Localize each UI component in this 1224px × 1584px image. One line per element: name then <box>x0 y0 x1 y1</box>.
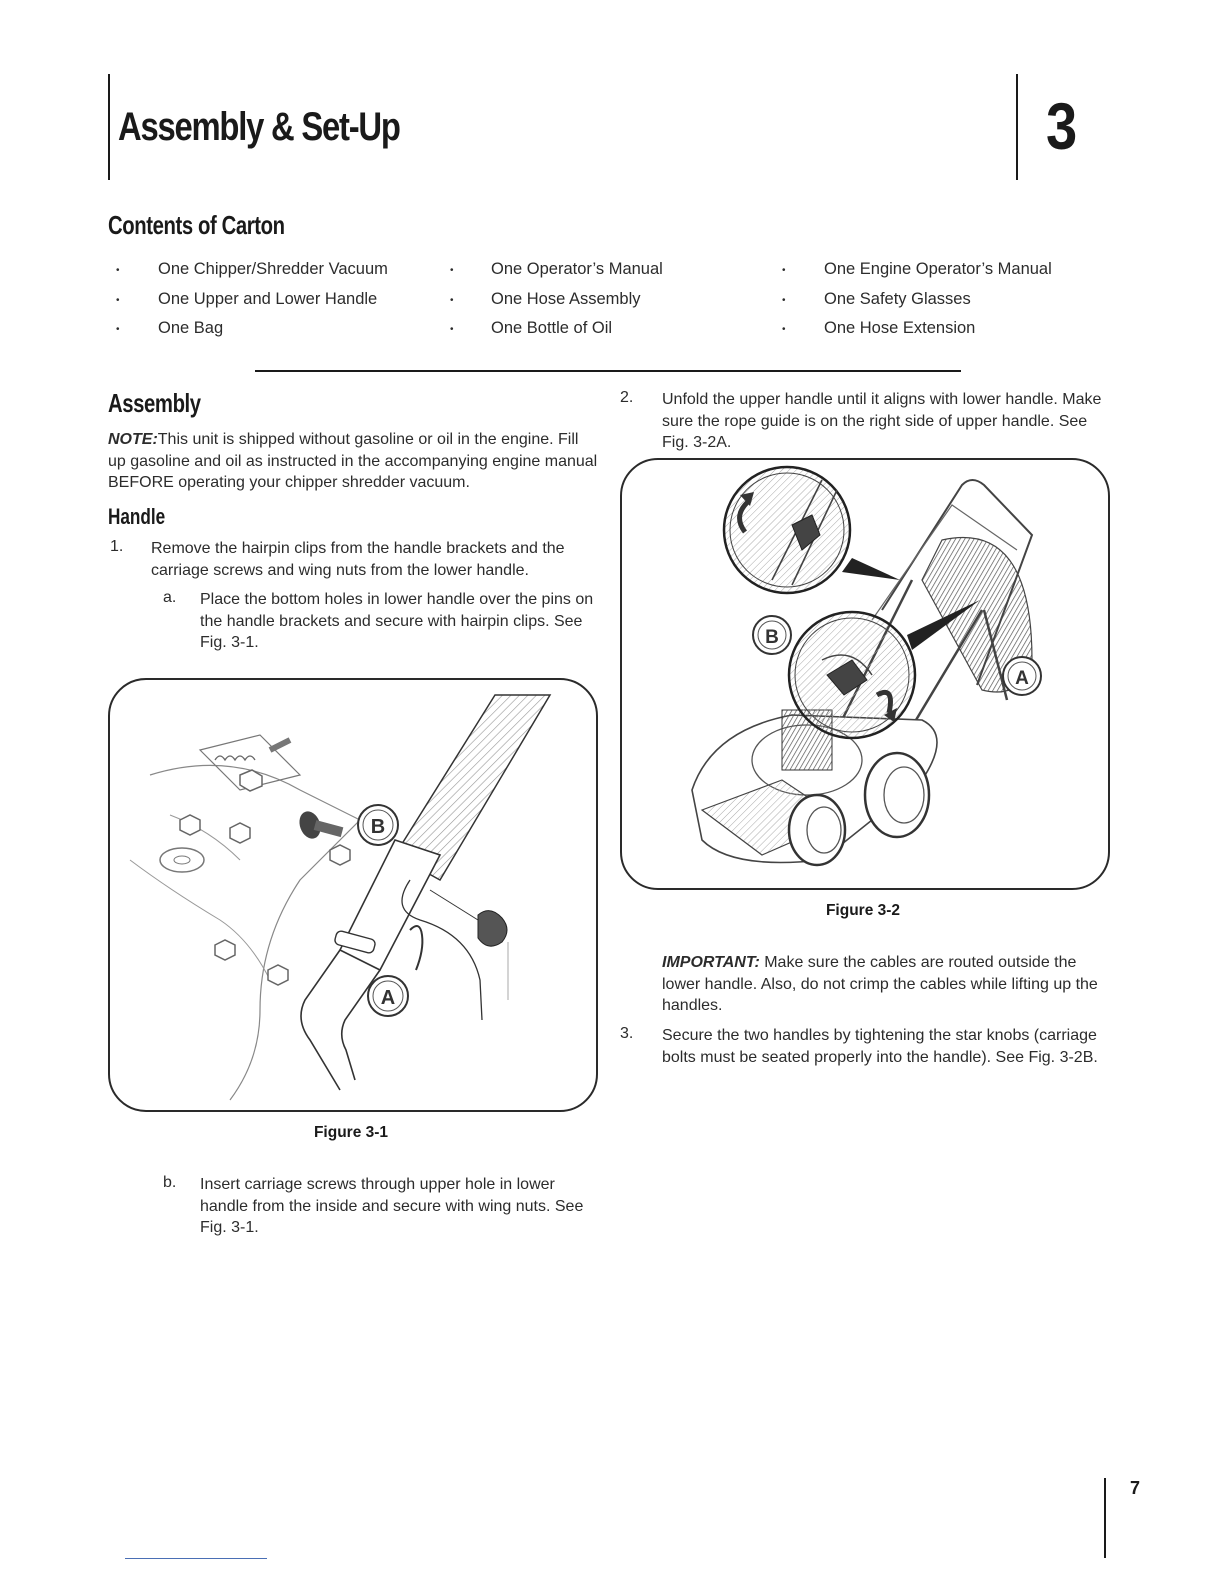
note-label: NOTE: <box>108 431 158 448</box>
step-1b-label: b. <box>163 1174 177 1191</box>
callout-b-label: B <box>765 627 779 648</box>
wheel-icon <box>865 753 929 837</box>
list-item: One Bottle of Oil <box>491 319 613 337</box>
page-title: Assembly & Set-Up <box>118 105 400 149</box>
list-item: One Hose Assembly <box>491 290 641 308</box>
handle-heading: Handle <box>108 504 166 529</box>
bullet: • <box>782 265 786 276</box>
figure-3-2-frame <box>620 458 1110 890</box>
title-divider-left <box>108 74 110 180</box>
bullet: • <box>450 295 454 306</box>
detail-zoom-a <box>724 467 900 593</box>
list-item: One Engine Operator’s Manual <box>824 260 1052 278</box>
list-item: One Upper and Lower Handle <box>158 290 378 308</box>
bullet: • <box>782 324 786 335</box>
callout-b-label: B <box>370 816 386 838</box>
figure-3-1-illustration <box>110 680 596 1110</box>
bullet: • <box>116 295 120 306</box>
wheel-icon <box>789 795 845 865</box>
step-1-text: Remove the hairpin clips from the handle brackets and the carriage screws and wing nuts from the lower handle. <box>151 540 565 579</box>
step-1b-text: Insert carriage screws through upper hole in lower handle from the inside and secure with wing nuts. See Fig. 3-1. <box>200 1176 584 1236</box>
bullet: • <box>116 265 120 276</box>
bullet: • <box>116 324 120 335</box>
list-item: One Hose Extension <box>824 319 976 337</box>
page-number: 7 <box>1130 1478 1141 1498</box>
chapter-divider <box>1016 74 1018 180</box>
bullet: • <box>450 265 454 276</box>
figure-3-2-caption: Figure 3-2 <box>825 902 901 919</box>
callout-b <box>358 805 398 845</box>
bullet: • <box>450 324 454 335</box>
wing-nut-icon <box>430 890 507 946</box>
figure-3-1-caption: Figure 3-1 <box>313 1124 389 1141</box>
callout-a-label: A <box>1015 668 1029 689</box>
note-text: This unit is shipped without gasoline or oil in the engine. Fill up gasoline and oil as instructed in the accompanying engine manual BEFORE operating your chipper shredder vacuum. <box>108 431 598 491</box>
list-item: One Safety Glasses <box>824 290 971 308</box>
important-paragraph <box>662 952 1110 1017</box>
page-number-divider <box>1104 1478 1106 1558</box>
hairpin-clip-icon <box>410 926 422 970</box>
callout-a <box>1003 657 1041 695</box>
important-label: IMPORTANT: <box>662 954 760 971</box>
footer-line <box>125 1558 267 1559</box>
step-1-number: 1. <box>110 538 124 555</box>
figure-3-1-frame <box>108 678 598 1112</box>
step-2-number: 2. <box>620 389 634 406</box>
step-3-number: 3. <box>620 1025 634 1042</box>
callout-a-label: A <box>380 987 396 1009</box>
list-item: One Operator’s Manual <box>491 260 663 278</box>
carriage-bolt-icon <box>296 808 344 841</box>
step-1a-label: a. <box>163 589 177 606</box>
step-2-text: Unfold the upper handle until it aligns with lower handle. Make sure the rope guide is on the right side of upper handle. See Fig. 3-2A. <box>662 391 1102 451</box>
step-1a-text: Place the bottom holes in lower handle over the pins on the handle brackets and secure with hairpin clips. See Fig. 3-1. <box>200 591 594 651</box>
callout-b <box>753 616 791 654</box>
section-divider <box>255 370 961 372</box>
detail-zoom-b <box>789 600 980 738</box>
chapter-number: 3 <box>1046 89 1078 163</box>
note-paragraph <box>108 429 598 494</box>
list-item: One Bag <box>158 319 224 337</box>
assembly-heading: Assembly <box>108 388 201 418</box>
bullet: • <box>782 295 786 306</box>
figure-3-2-illustration <box>622 460 1108 888</box>
contents-heading: Contents of Carton <box>108 210 285 240</box>
list-item: One Chipper/Shredder Vacuum <box>158 260 388 278</box>
step-3-text: Secure the two handles by tightening the star knobs (carriage bolts must be seated properly into the handle). See Fig. 3-2B. <box>662 1027 1098 1066</box>
important-text: Make sure the cables are routed outside the lower handle. Also, do not crimp the cables while lifting up the handles. <box>662 954 1098 1014</box>
callout-a <box>368 976 408 1016</box>
